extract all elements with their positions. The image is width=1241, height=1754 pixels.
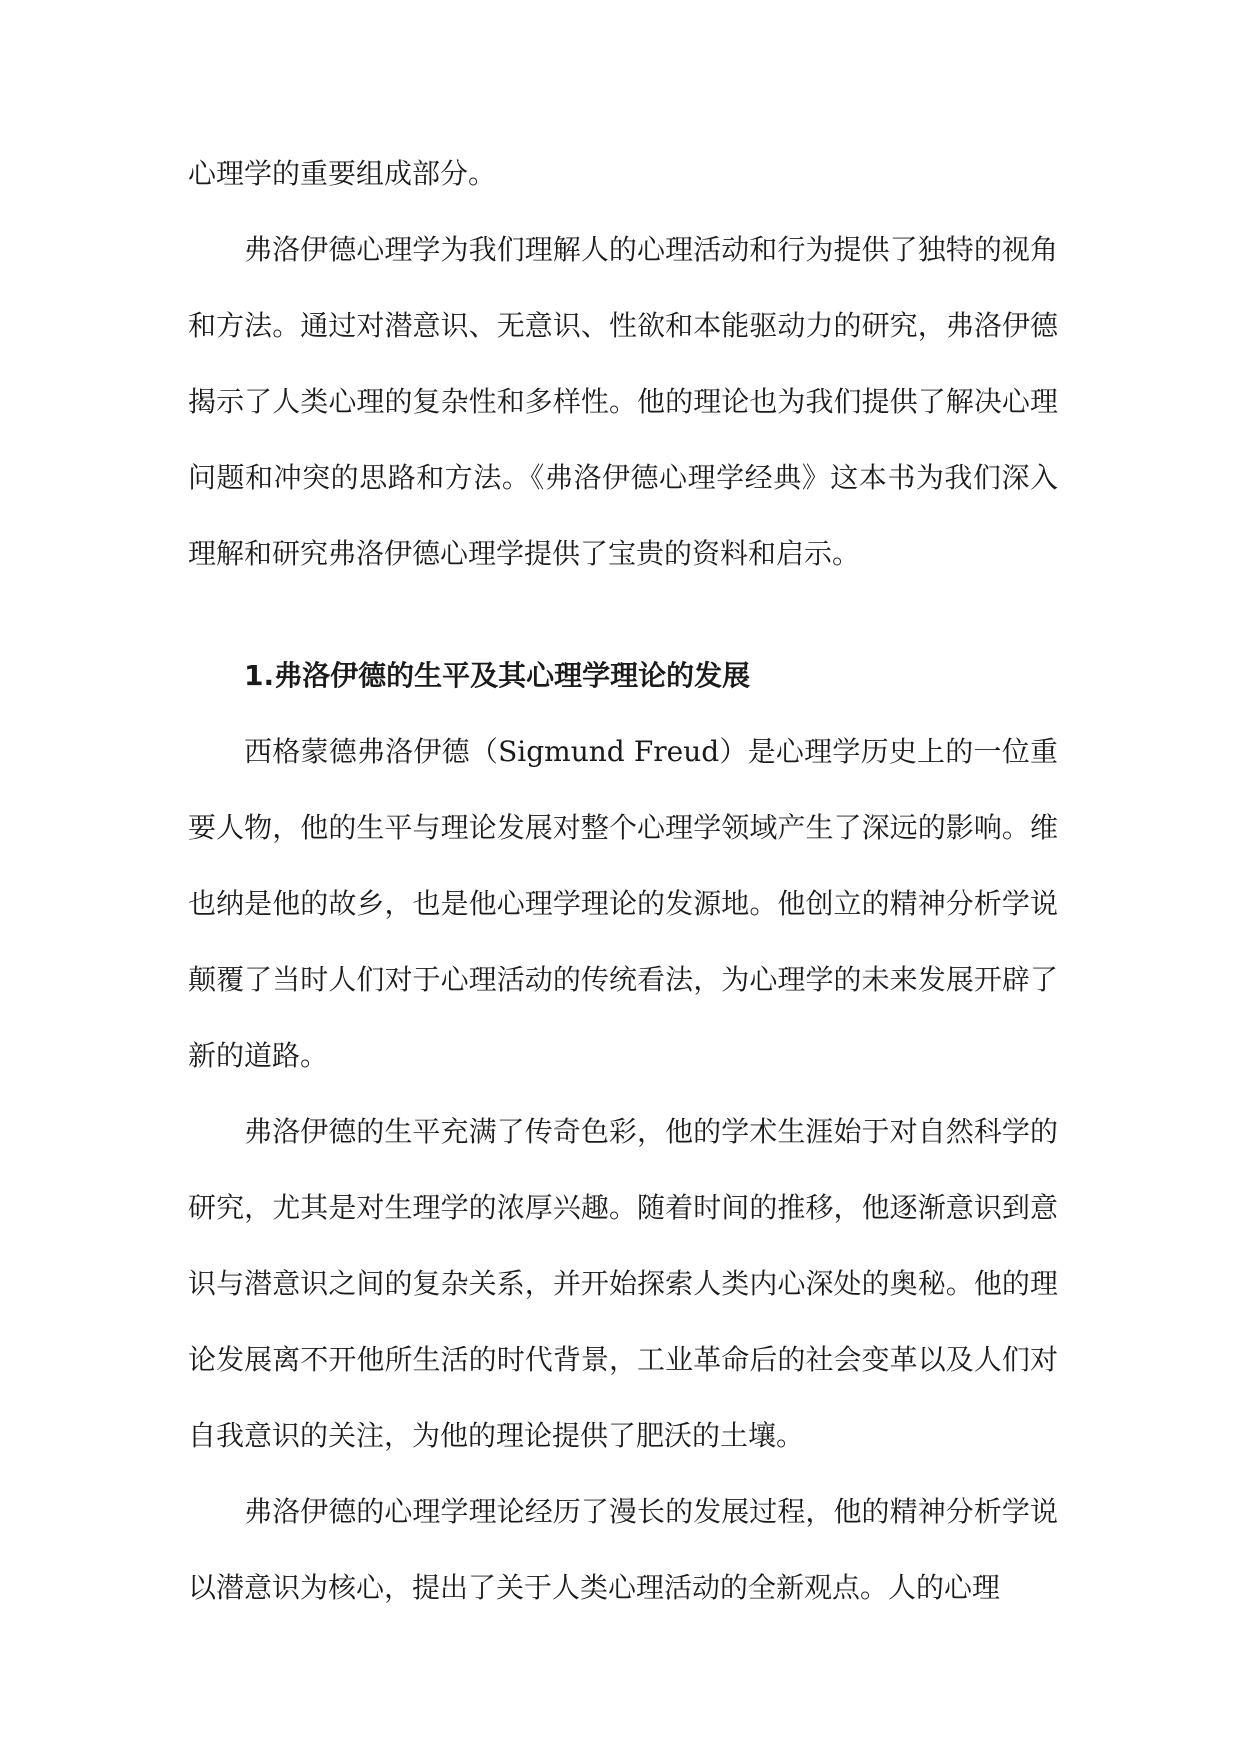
- paragraph-continuation: 心理学的重要组成部分。: [188, 157, 497, 190]
- paragraph-freud-theory: 弗洛伊德的心理学理论经历了漫长的发展过程，他的精神分析学说以潜意识为核心，提出了关于人类心理活动的全新观点。人的心理: [188, 1495, 1058, 1604]
- section-spacer: [188, 592, 1058, 628]
- paragraph-intro-summary: 弗洛伊德心理学为我们理解人的心理活动和行为提供了独特的视角和方法。通过对潜意识、无意识、性欲和本能驱动力的研究，弗洛伊德揭示了人类心理的复杂性和多样性。他的理论也为我们提供了解决心理问题和冲突的思路和方法。《弗洛伊德心理学经典》这本书为我们深入理解和研究弗洛伊德心理学提供了宝贵的资料和启示。: [188, 233, 1058, 570]
- paragraph-freud-life: 弗洛伊德的生平充满了传奇色彩，他的学术生涯始于对自然科学的研究，尤其是对生理学的浓厚兴趣。随着时间的推移，他逐渐意识到意识与潜意识之间的复杂关系，并开始探索人类内心深处的奥秘。他的理论发展离不开他所生活的时代背景，工业革命后的社会变革以及人们对自我意识的关注，为他的理论提供了肥沃的土壤。: [188, 1115, 1058, 1452]
- section-heading: 1.弗洛伊德的生平及其心理学理论的发展: [244, 659, 751, 692]
- body-text: [188, 136, 1058, 1626]
- paragraph-freud-intro: 西格蒙德弗洛伊德（Sigmund Freud）是心理学历史上的一位重要人物，他的生平与理论发展对整个心理学领域产生了深远的影响。维也纳是他的故乡，也是他心理学理论的发源地。他创立的精神分析学说颠覆了当时人们对于心理活动的传统看法，为心理学的未来发展开辟了新的道路。: [188, 735, 1058, 1072]
